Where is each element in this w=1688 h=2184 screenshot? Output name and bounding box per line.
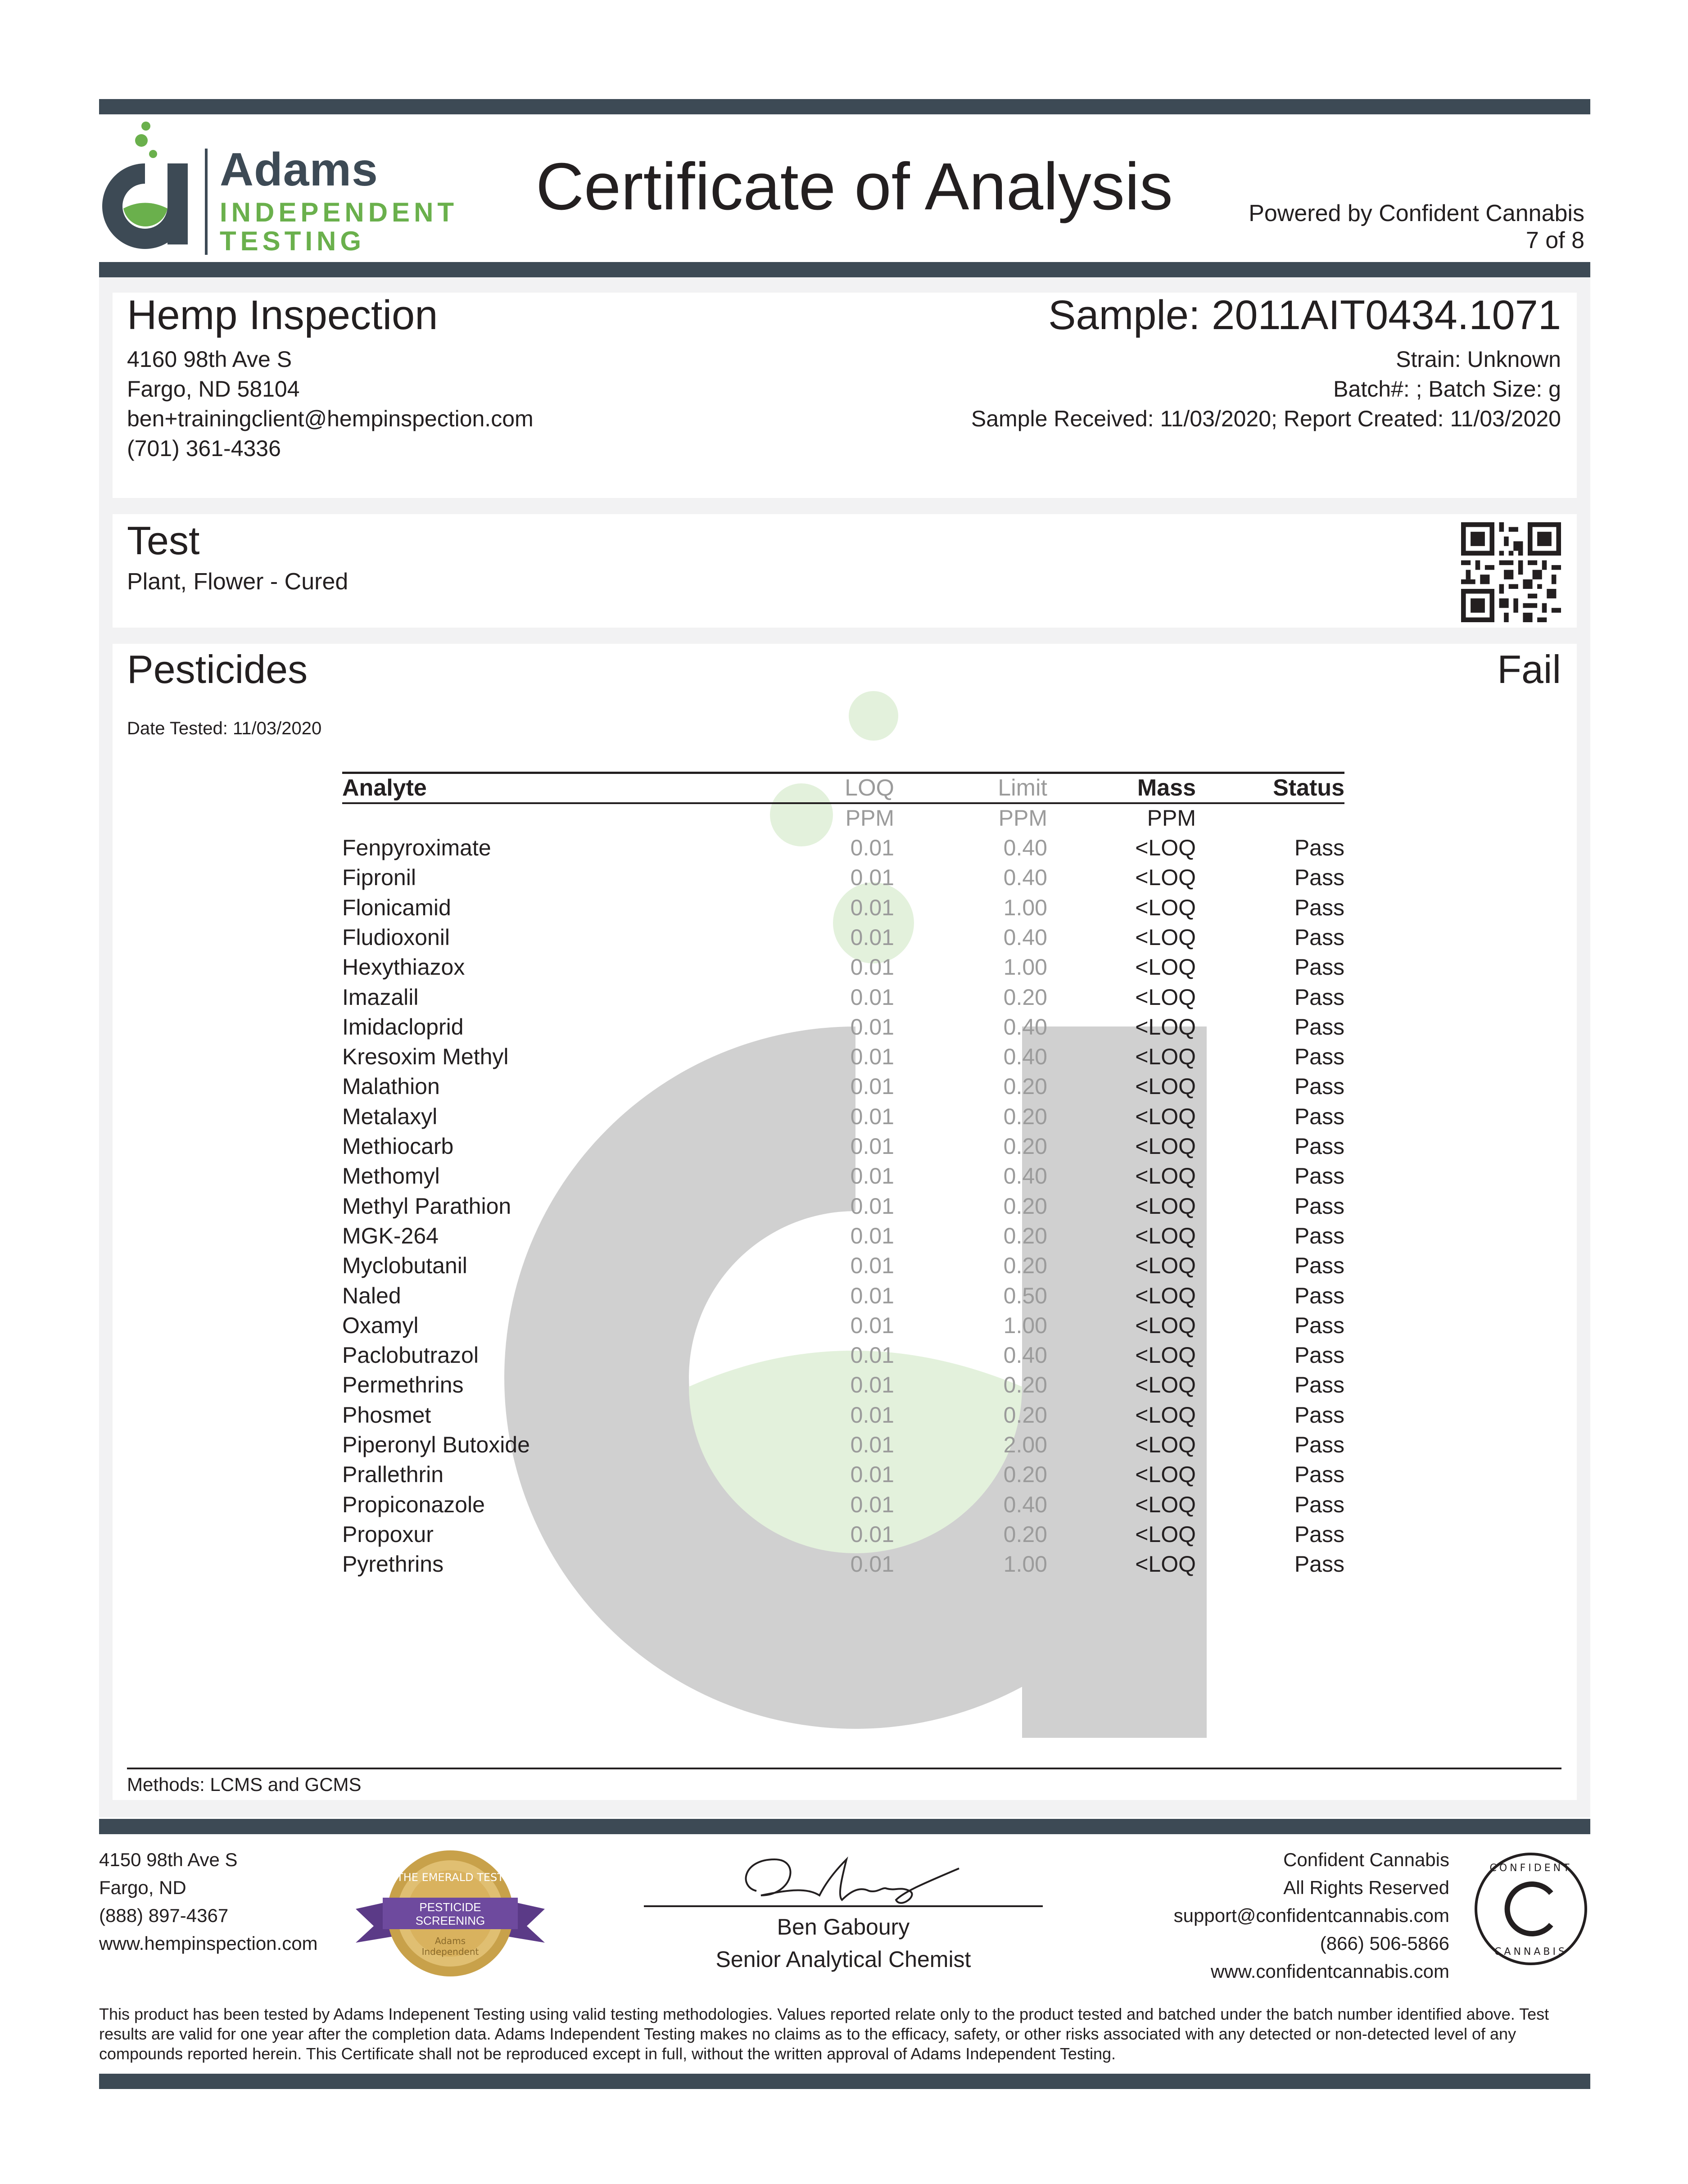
mass-cell: <LOQ (1135, 924, 1196, 950)
limit-cell: 0.20 (1003, 1103, 1047, 1129)
status-cell: Pass (1294, 1432, 1344, 1457)
sample-strain: Strain: Unknown (1396, 347, 1561, 372)
analyte-cell: Kresoxim Methyl (342, 1044, 509, 1070)
analyte-cell: Fipronil (342, 865, 416, 891)
mass-cell: <LOQ (1135, 1372, 1196, 1398)
loq-cell: 0.01 (850, 1014, 894, 1040)
mass-cell: <LOQ (1135, 1163, 1196, 1189)
status-cell: Pass (1294, 1134, 1344, 1159)
analyte-cell: Metalaxyl (342, 1103, 438, 1129)
loq-cell: 0.01 (850, 1372, 894, 1398)
table-row (342, 1549, 1344, 1579)
cc-rights: All Rights Reserved (1283, 1877, 1449, 1898)
status-cell: Pass (1294, 1014, 1344, 1040)
limit-cell: 0.40 (1003, 1014, 1047, 1040)
analyte-cell: Hexythiazox (342, 954, 465, 980)
analyte-cell: Pyrethrins (342, 1551, 444, 1577)
status-cell: Pass (1294, 1044, 1344, 1070)
unit-limit: PPM (998, 805, 1047, 831)
limit-cell: 0.40 (1003, 865, 1047, 891)
status-cell: Pass (1294, 1193, 1344, 1219)
mass-cell: <LOQ (1135, 1103, 1196, 1129)
analyte-cell: Propoxur (342, 1521, 434, 1547)
limit-cell: 0.50 (1003, 1283, 1047, 1308)
lab-website[interactable]: www.hempinspection.com (99, 1933, 318, 1954)
analyte-cell: Fenpyroximate (342, 835, 491, 860)
analyte-cell: Imidacloprid (342, 1014, 464, 1040)
pesticides-title: Pesticides (127, 647, 308, 692)
sample-dates: Sample Received: 11/03/2020; Report Created: 11/03/2020 (971, 406, 1561, 431)
col-analyte: Analyte (342, 775, 427, 801)
table-row (342, 1042, 1344, 1072)
loq-cell: 0.01 (850, 865, 894, 891)
unit-loq: PPM (845, 805, 894, 831)
limit-cell: 0.40 (1003, 835, 1047, 860)
table-row (342, 1221, 1344, 1251)
limit-cell: 0.20 (1003, 1372, 1047, 1398)
logo-line-independent: INDEPENDENT (220, 197, 458, 227)
loq-cell: 0.01 (850, 1134, 894, 1159)
disclaimer: This product has been tested by Adams Indepenent Testing using valid testing methodologies. Values reported relate only to the product tested and batched under the batch number identified above. Test results are valid for one year after the completion data. Adams Independent Testing makes no claims as to the efficacy, safety, or other risks associated with any detected or non-detected level of any compounds reported herein. This Certificate shall not be reproduced except in full, without the written approval of Adams Independent Testing. (99, 2005, 1549, 2063)
methods-rule (127, 1768, 1561, 1769)
lab-address-1: 4150 98th Ave S (99, 1849, 238, 1870)
mass-cell: <LOQ (1135, 1462, 1196, 1488)
limit-cell: 0.40 (1003, 1163, 1047, 1189)
status-cell: Pass (1294, 895, 1344, 920)
table-row (342, 863, 1344, 892)
loq-cell: 0.01 (850, 1074, 894, 1099)
col-status: Status (1273, 775, 1344, 801)
analyte-cell: Flonicamid (342, 895, 451, 920)
table-row (342, 1340, 1344, 1370)
svg-text:CANNABIS: CANNABIS (1494, 1946, 1567, 1958)
mass-cell: <LOQ (1135, 835, 1196, 860)
limit-cell: 0.20 (1003, 1223, 1047, 1248)
table-row (342, 1072, 1344, 1101)
mass-cell: <LOQ (1135, 895, 1196, 920)
signature-line (644, 1905, 1043, 1907)
cc-website[interactable]: www.confidentcannabis.com (1211, 1961, 1449, 1982)
loq-cell: 0.01 (850, 1283, 894, 1308)
loq-cell: 0.01 (850, 1343, 894, 1368)
logo-line-testing: TESTING (220, 226, 366, 256)
signer-name: Ben Gaboury (777, 1914, 910, 1940)
table-row (342, 1519, 1344, 1549)
client-phone: (701) 361-4336 (127, 436, 281, 461)
status-cell: Pass (1294, 1372, 1344, 1398)
limit-cell: 0.20 (1003, 1074, 1047, 1099)
table-row (342, 1460, 1344, 1489)
status-cell: Pass (1294, 1521, 1344, 1547)
table-row (342, 1131, 1344, 1161)
unit-mass: PPM (1147, 805, 1196, 831)
analyte-cell: Permethrins (342, 1372, 464, 1398)
loq-cell: 0.01 (850, 924, 894, 950)
status-cell: Pass (1294, 1462, 1344, 1488)
mass-cell: <LOQ (1135, 1343, 1196, 1368)
limit-cell: 2.00 (1003, 1432, 1047, 1457)
loq-cell: 0.01 (850, 835, 894, 860)
cc-name: Confident Cannabis (1283, 1849, 1449, 1870)
svg-text:Adams: Adams (434, 1935, 466, 1946)
table-row (342, 922, 1344, 952)
table-row (342, 833, 1344, 863)
col-mass: Mass (1137, 775, 1196, 801)
mass-cell: <LOQ (1135, 984, 1196, 1010)
loq-cell: 0.01 (850, 954, 894, 980)
loq-cell: 0.01 (850, 1253, 894, 1279)
lab-address-2: Fargo, ND (99, 1877, 186, 1898)
mass-cell: <LOQ (1135, 1521, 1196, 1547)
analyte-cell: MGK-264 (342, 1223, 439, 1248)
loq-cell: 0.01 (850, 1312, 894, 1338)
qr-code-icon[interactable] (1461, 522, 1561, 622)
analyte-cell: Imazalil (342, 984, 419, 1010)
methods-note: Methods: LCMS and GCMS (127, 1774, 362, 1795)
col-limit: Limit (998, 775, 1047, 801)
mass-cell: <LOQ (1135, 1492, 1196, 1517)
table-row (342, 1311, 1344, 1340)
header-bottom-bar (99, 262, 1590, 277)
loq-cell: 0.01 (850, 1402, 894, 1428)
cc-phone: (866) 506-5866 (1320, 1933, 1449, 1954)
loq-cell: 0.01 (850, 1044, 894, 1070)
loq-cell: 0.01 (850, 1223, 894, 1248)
table-row (342, 1370, 1344, 1400)
analyte-cell: Methomyl (342, 1163, 440, 1189)
limit-cell: 0.40 (1003, 924, 1047, 950)
status-cell: Pass (1294, 1163, 1344, 1189)
status-cell: Pass (1294, 1253, 1344, 1279)
lab-phone: (888) 897-4367 (99, 1905, 229, 1926)
sample-batch: Batch#: ; Batch Size: g (1333, 376, 1561, 402)
analyte-cell: Methyl Parathion (342, 1193, 511, 1219)
mass-cell: <LOQ (1135, 1253, 1196, 1279)
pesticides-result: Fail (1497, 647, 1561, 692)
limit-cell: 0.20 (1003, 1521, 1047, 1547)
status-cell: Pass (1294, 984, 1344, 1010)
status-cell: Pass (1294, 1551, 1344, 1577)
loq-cell: 0.01 (850, 895, 894, 920)
bottom-bar (99, 2074, 1590, 2089)
analyte-cell: Piperonyl Butoxide (342, 1432, 530, 1457)
sample-id: Sample: 2011AIT0434.1071 (1048, 292, 1561, 338)
mass-cell: <LOQ (1135, 1551, 1196, 1577)
top-bar (99, 99, 1590, 114)
limit-cell: 0.40 (1003, 1492, 1047, 1517)
powered-by: Powered by Confident Cannabis (1249, 200, 1584, 226)
table-header-rule (342, 802, 1344, 804)
mass-cell: <LOQ (1135, 865, 1196, 891)
logo-wordmark: Adams (220, 144, 378, 196)
analyte-cell: Propiconazole (342, 1492, 485, 1517)
loq-cell: 0.01 (850, 1103, 894, 1129)
analyte-cell: Methiocarb (342, 1134, 454, 1159)
analyte-cell: Naled (342, 1283, 401, 1308)
analyte-cell: Prallethrin (342, 1462, 444, 1488)
limit-cell: 1.00 (1003, 954, 1047, 980)
limit-cell: 1.00 (1003, 1551, 1047, 1577)
table-row (342, 952, 1344, 982)
limit-cell: 0.40 (1003, 1044, 1047, 1070)
status-cell: Pass (1294, 924, 1344, 950)
client-address-1: 4160 98th Ave S (127, 347, 292, 372)
status-cell: Pass (1294, 1074, 1344, 1099)
confident-cannabis-seal-icon (1472, 1850, 1589, 1967)
limit-cell: 0.20 (1003, 984, 1047, 1010)
footer-top-bar (99, 1819, 1590, 1834)
table-row (342, 1281, 1344, 1311)
adams-logo-icon (100, 121, 195, 251)
cc-email[interactable]: support@confidentcannabis.com (1173, 1905, 1449, 1926)
mass-cell: <LOQ (1135, 1223, 1196, 1248)
table-row (342, 1400, 1344, 1430)
svg-text:Independent: Independent (421, 1946, 479, 1957)
page-indicator: 7 of 8 (1525, 227, 1584, 253)
loq-cell: 0.01 (850, 1193, 894, 1219)
mass-cell: <LOQ (1135, 1074, 1196, 1099)
table-row (342, 1430, 1344, 1460)
status-cell: Pass (1294, 1312, 1344, 1338)
limit-cell: 0.40 (1003, 1343, 1047, 1368)
mass-cell: <LOQ (1135, 1432, 1196, 1457)
limit-cell: 0.20 (1003, 1402, 1047, 1428)
badge-ribbon-text: PESTICIDE SCREENING (415, 1900, 485, 1927)
page-title: Certificate of Analysis (536, 149, 1173, 224)
status-cell: Pass (1294, 1492, 1344, 1517)
table-row (342, 893, 1344, 922)
limit-cell: 0.20 (1003, 1462, 1047, 1488)
loq-cell: 0.01 (850, 1163, 894, 1189)
test-matrix: Plant, Flower - Cured (127, 569, 348, 595)
loq-cell: 0.01 (850, 1521, 894, 1547)
analyte-cell: Malathion (342, 1074, 440, 1099)
status-cell: Pass (1294, 1402, 1344, 1428)
mass-cell: <LOQ (1135, 1312, 1196, 1338)
loq-cell: 0.01 (850, 984, 894, 1010)
loq-cell: 0.01 (850, 1432, 894, 1457)
logo-divider (205, 149, 208, 255)
col-loq: LOQ (845, 775, 894, 801)
table-row (342, 1490, 1344, 1519)
client-name: Hemp Inspection (127, 292, 438, 338)
status-cell: Pass (1294, 954, 1344, 980)
limit-cell: 0.20 (1003, 1253, 1047, 1279)
status-cell: Pass (1294, 1283, 1344, 1308)
status-cell: Pass (1294, 1223, 1344, 1248)
client-address-2: Fargo, ND 58104 (127, 376, 300, 402)
status-cell: Pass (1294, 1343, 1344, 1368)
mass-cell: <LOQ (1135, 1402, 1196, 1428)
mass-cell: <LOQ (1135, 954, 1196, 980)
analyte-cell: Fludioxonil (342, 924, 450, 950)
status-cell: Pass (1294, 865, 1344, 891)
loq-cell: 0.01 (850, 1551, 894, 1577)
table-row (342, 982, 1344, 1012)
table-row (342, 1251, 1344, 1280)
date-tested: Date Tested: 11/03/2020 (127, 719, 322, 738)
client-email: ben+trainingclient@hempinspection.com (127, 406, 534, 431)
status-cell: Pass (1294, 835, 1344, 860)
limit-cell: 1.00 (1003, 1312, 1047, 1338)
mass-cell: <LOQ (1135, 1044, 1196, 1070)
test-title: Test (127, 518, 200, 563)
limit-cell: 0.20 (1003, 1134, 1047, 1159)
table-top-rule (342, 772, 1344, 774)
svg-text:THE EMERALD TEST: THE EMERALD TEST (397, 1871, 504, 1884)
table-row (342, 1102, 1344, 1131)
signer-title: Senior Analytical Chemist (715, 1947, 971, 1972)
limit-cell: 1.00 (1003, 895, 1047, 920)
limit-cell: 0.20 (1003, 1193, 1047, 1219)
mass-cell: <LOQ (1135, 1283, 1196, 1308)
analyte-cell: Oxamyl (342, 1312, 419, 1338)
table-row (342, 1012, 1344, 1042)
table-row (342, 1161, 1344, 1191)
analyte-cell: Myclobutanil (342, 1253, 467, 1279)
table-row (342, 1191, 1344, 1221)
mass-cell: <LOQ (1135, 1193, 1196, 1219)
analyte-cell: Phosmet (342, 1402, 431, 1428)
mass-cell: <LOQ (1135, 1134, 1196, 1159)
loq-cell: 0.01 (850, 1492, 894, 1517)
analyte-cell: Paclobutrazol (342, 1343, 479, 1368)
status-cell: Pass (1294, 1103, 1344, 1129)
loq-cell: 0.01 (850, 1462, 894, 1488)
mass-cell: <LOQ (1135, 1014, 1196, 1040)
svg-text:CONFIDENT: CONFIDENT (1489, 1863, 1572, 1874)
